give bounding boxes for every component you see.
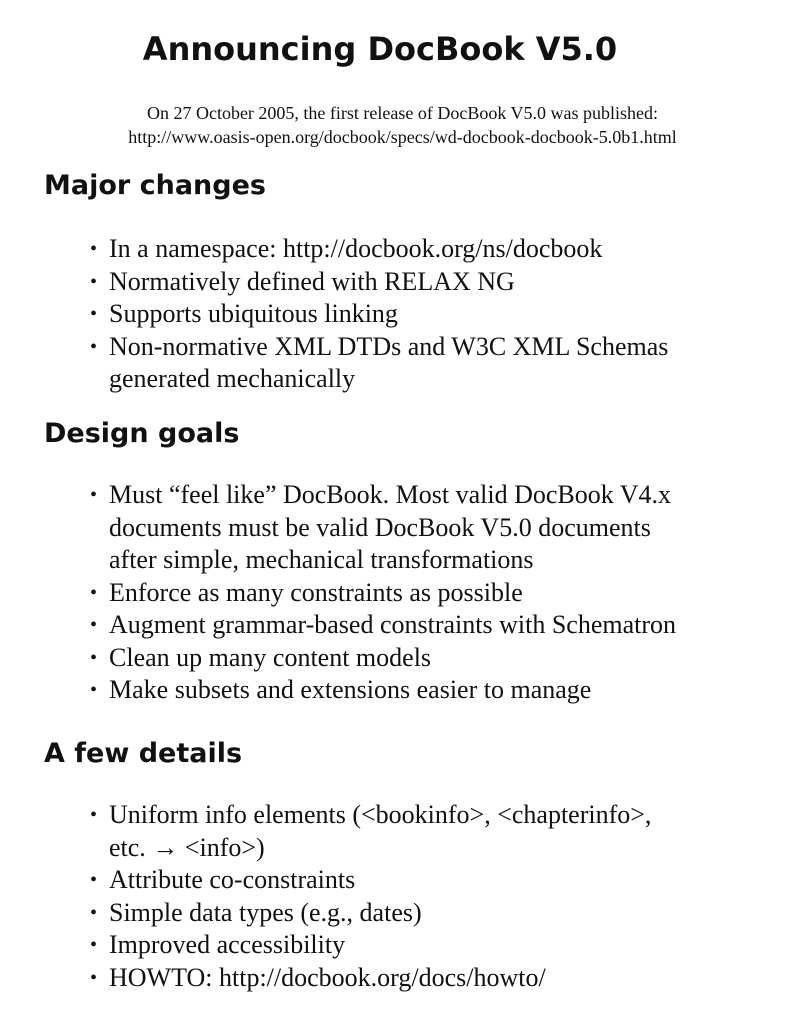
list-item <box>90 298 785 331</box>
bullet-icon: • <box>90 934 98 956</box>
list-item <box>90 674 785 707</box>
bullet-icon: • <box>90 270 98 293</box>
list-item <box>90 897 785 930</box>
bullet-icon: • <box>90 966 98 989</box>
list-item-text: Must “feel like” DocBook. Most valid DocBook V4.x documents must be valid DocBook V5.0 documents after simple, mechanical transformations <box>109 480 672 574</box>
list-a-few-details <box>90 799 785 994</box>
bullet-icon: • <box>90 238 98 260</box>
bullet-icon: • <box>90 804 98 826</box>
list-item <box>90 609 785 642</box>
list-design-goals <box>90 479 785 707</box>
list-item <box>90 799 785 864</box>
list-item-text: Supports ubiquitous linking <box>109 299 398 328</box>
intro-paragraph <box>0 101 793 149</box>
intro-url: http://www.oasis-open.org/docbook/specs/wd-docbook-docbook-5.0b1.html <box>128 127 677 147</box>
list-item <box>90 233 785 266</box>
bullet-icon: • <box>90 901 98 924</box>
list-major-changes <box>90 233 785 396</box>
list-item-text: HOWTO: http://docbook.org/docs/howto/ <box>109 962 546 992</box>
list-item <box>90 266 785 299</box>
list-item-text: Augment grammar-based constraints with Schematron <box>109 610 676 639</box>
bullet-icon: • <box>90 581 98 604</box>
bullet-icon: • <box>90 484 98 506</box>
list-item-text: Improved accessibility <box>109 930 346 959</box>
bullet-icon: • <box>90 303 98 325</box>
list-item <box>90 642 785 675</box>
list-item <box>90 962 785 995</box>
intro-line-1: On 27 October 2005, the first release of DocBook V5.0 was published: <box>146 103 659 123</box>
list-item-text: Non-normative XML DTDs and W3C XML Schemas generated mechanically <box>109 331 669 393</box>
list-item <box>90 331 785 396</box>
bullet-icon: • <box>90 335 98 358</box>
list-item-text: Make subsets and extensions easier to manage <box>109 675 592 704</box>
heading-a-few-details: A few details <box>44 738 243 769</box>
bullet-icon: • <box>90 646 98 669</box>
heading-design-goals: Design goals <box>44 418 240 449</box>
list-item-text: In a namespace: http://docbook.org/ns/docbook <box>109 234 603 263</box>
list-item-text: Uniform info elements (<bookinfo>, <chapterinfo>, etc. → <info>) <box>109 800 652 862</box>
list-item-text: Simple data types (e.g., dates) <box>109 897 422 927</box>
bullet-icon: • <box>90 679 98 701</box>
list-item <box>90 929 785 962</box>
list-item <box>90 479 785 577</box>
list-item-text: Clean up many content models <box>109 642 432 672</box>
list-item-text: Enforce as many constraints as possible <box>109 577 523 607</box>
list-item-text: Attribute co-constraints <box>109 865 356 894</box>
list-item <box>90 864 785 897</box>
bullet-icon: • <box>90 869 98 891</box>
list-item <box>90 577 785 610</box>
list-item-text: Normatively defined with RELAX NG <box>109 266 515 296</box>
heading-major-changes: Major changes <box>44 170 266 201</box>
page-title: Announcing DocBook V5.0 <box>142 30 618 68</box>
bullet-icon: • <box>90 614 98 636</box>
